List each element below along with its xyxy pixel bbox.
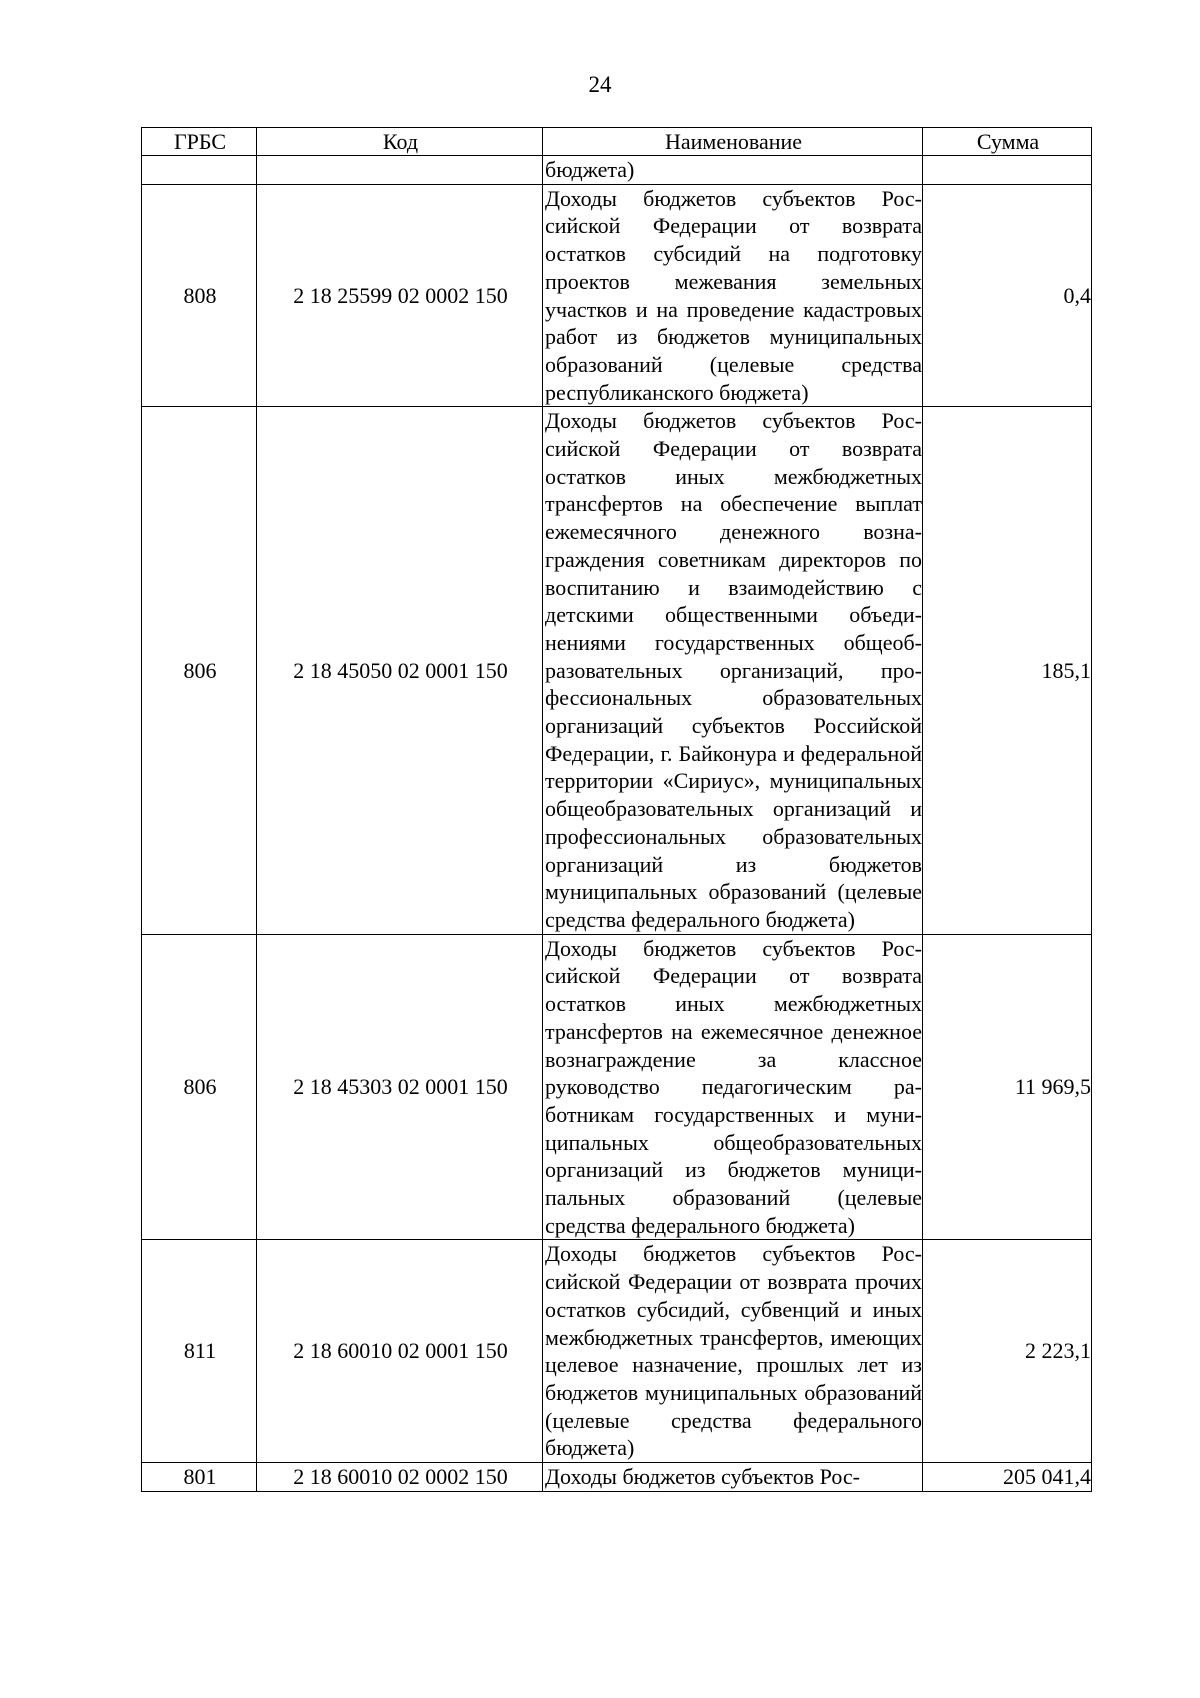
cell-name: [543, 156, 923, 185]
cell-sum: 0,4: [923, 184, 1092, 407]
table-header-row: [142, 128, 1092, 156]
cell-name-text: Доходы бюджетов субъектов Российской Федерации от возврата остатков иных межбюджетных трансфертов на ежемесячное денежное вознаграждение за классное руководство педагогическим работникам государственных и муниципальных общеобразовательных организаций из бюджетов муниципальных образований (целевые средства федерального бюджета): [545, 935, 922, 1238]
cell-name-text: Доходы бюджетов субъектов Российской Федерации от возврата остатков иных межбюджетных трансфертов на обеспечение выплат ежемесячного денежного вознаграждения советникам директоров по воспитанию и взаимодействию с детскими общественными объединениями государственных общеобразовательных организаций, профессиональных образовательных организаций субъектов Российской Федерации, г. Байконура и федеральной территории «Сириус», муниципальных общеобразовательных организаций и профессиональных образовательных организаций из бюджетов муниципальных образований (целевые средства федерального бюджета): [545, 408, 922, 932]
header-code: Код: [257, 128, 543, 156]
budget-table: [141, 127, 1092, 1492]
cell-code: 2 18 60010 02 0001 150: [257, 1240, 543, 1463]
cell-grbs: 806: [142, 407, 257, 934]
cell-code: 2 18 60010 02 0002 150: [257, 1463, 543, 1492]
cell-code: 2 18 45050 02 0001 150: [257, 407, 543, 934]
table-row: [142, 1240, 1092, 1463]
cell-sum: 185,1: [923, 407, 1092, 934]
table-row: [142, 407, 1092, 934]
cell-sum: [923, 156, 1092, 185]
table-row: [142, 156, 1092, 185]
page-number: 24: [588, 72, 612, 97]
cell-grbs: 808: [142, 184, 257, 407]
cell-name-text: бюджета): [545, 157, 635, 182]
table-row: [142, 1463, 1092, 1492]
cell-sum: 2 223,1: [923, 1240, 1092, 1463]
cell-grbs: 801: [142, 1463, 257, 1492]
cell-name: [543, 1463, 923, 1492]
cell-code: [257, 156, 543, 185]
header-grbs: ГРБС: [142, 128, 257, 156]
cell-name: [543, 1240, 923, 1463]
cell-name: [543, 407, 923, 934]
cell-name-text: Доходы бюджетов субъектов Рос-: [545, 1464, 860, 1490]
cell-sum: 11 969,5: [923, 934, 1092, 1240]
cell-code: 2 18 25599 02 0002 150: [257, 184, 543, 407]
cell-grbs: 811: [142, 1240, 257, 1463]
cell-sum: 205 041,4: [923, 1463, 1092, 1492]
cell-name: [543, 934, 923, 1240]
cell-grbs: [142, 156, 257, 185]
header-name: Наименование: [543, 128, 923, 156]
cell-name-text: Доходы бюджетов субъектов Российской Федерации от возврата остатков субсидий на подготовку проектов межевания земельных участков и на проведение кадастровых работ из бюджетов муниципальных образований (целевые средства республиканского бюджета): [545, 185, 922, 405]
header-sum: Сумма: [923, 128, 1092, 156]
cell-grbs: 806: [142, 934, 257, 1240]
table-row: [142, 184, 1092, 407]
cell-name: [543, 184, 923, 407]
table-row: [142, 934, 1092, 1240]
cell-code: 2 18 45303 02 0001 150: [257, 934, 543, 1240]
cell-name-text: Доходы бюджетов субъектов Российской Федерации от возврата прочих остатков субсидий, субвенций и иных межбюджетных трансфертов, имеющих целевое назначение, прошлых лет из бюджетов муниципальных образований (целевые средства федерального бюджета): [545, 1241, 922, 1461]
